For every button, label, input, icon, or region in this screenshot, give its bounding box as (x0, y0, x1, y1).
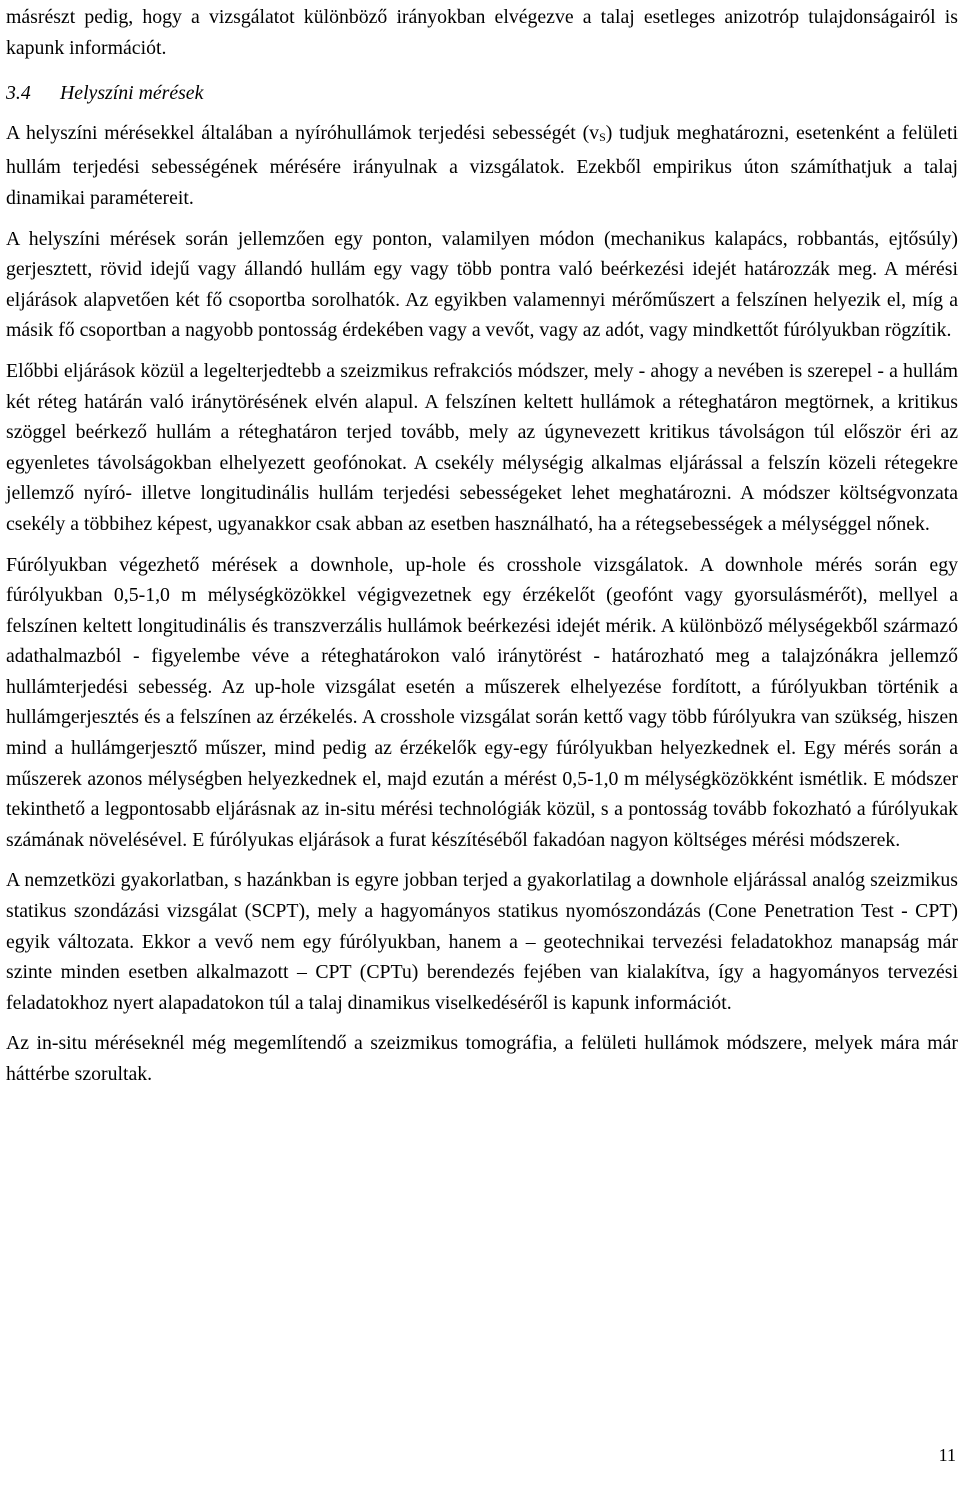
paragraph-1-part-a: A helyszíni mérésekkel általában a nyíróhullámok terjedési sebességét (v (6, 121, 600, 144)
intro-paragraph: másrészt pedig, hogy a vizsgálatot különböző irányokban elvégezve a talaj esetleges anizotróp tulajdonságairól is kapunk információt. (6, 6, 958, 59)
paragraph-6: Az in-situ méréseknél még megemlítendő a szeizmikus tomográfia, a felületi hullámok módszere, melyek mára már háttérbe szorultak. (6, 1032, 958, 1085)
shear-velocity-subscript: S (599, 129, 606, 144)
paragraph-1 (6, 118, 958, 214)
paragraph-1-part-b: ) tudjuk meghatározni, esetenként a felületi hullám terjedési sebességének mérésére irányulnak a vizsgálatok. Ezekből empirikus úton számíthatjuk a talaj dinamikai paramétereit. (6, 121, 958, 209)
paragraph-4: Fúrólyukban végezhető mérések a downhole, up-hole és crosshole vizsgálatok. A downhole mérés során egy fúrólyukban 0,5-1,0 m mélységközökkel végigvezetnek egy érzékelőt (geofónt vagy gyorsulásmérőt), mellyel a felszínen keltett longitudinális és transzverzális hullámok beérkezési idejét mérik. A különböző mélységekből származó adathalmazból - figyelembe véve a réteghatárokon való iránytörést - határozható meg a talajzónákra jellemző hullámterjedési sebesség. Az up-hole vizsgálat esetén a műszerek elhelyezése fordított, a fúrólyukban történik a hullámgerjesztés és a felszínen az érzékelés. A crosshole vizsgálat során kettő vagy több fúrólyukra van szükség, hiszen mind a hullámgerjesztő műszer, mind pedig az érzékelők egy-egy fúrólyukban helyezkednek el. Egy mérés során a műszerek azonos mélységben helyezkednek el, majd ezután a mérést 0,5-1,0 m mélységközökként ismétlik. E módszer tekinthető a legpontosabb eljárásnak az in-situ mérési technológiák közül, s a pontosság tovább fokozható a fúrólyukak számának növelésével. E fúrólyukas eljárások a furat készítéséből fakadóan nagyon költséges mérési módszerek. (6, 553, 958, 851)
section-number: 3.4 (6, 82, 31, 105)
document-page (6, 2, 958, 1090)
paragraph-3: Előbbi eljárások közül a legelterjedtebb a szeizmikus refrakciós módszer, mely - ahogy a nevében is szerepel - a hullám két réteg határán való iránytörésének elvén alapul. A felszínen keltett hullámok a réteghatáron megtörnek, a kritikus szöggel beérkező hullám a réteghatáron terjed tovább, mely az úgynevezett kritikus távolságon túl először éri az egyenletes távolságokban elhelyezett geofónokat. A csekély mélységig alkalmas eljárással a felszín közeli rétegekre jellemző nyíró- illetve longitudinális hullám terjedési sebességeket lehet meghatározni. A módszer költségvonzata csekély a többihez képest, ugyanakkor csak abban az esetben használható, ha a rétegsebességek a mélységgel nőnek. (6, 359, 958, 535)
section-heading (6, 78, 958, 109)
section-title: Helyszíni mérések (60, 82, 204, 105)
page-number: 11 (938, 1445, 956, 1465)
paragraph-5: A nemzetközi gyakorlatban, s hazánkban is egyre jobban terjed a gyakorlatilag a downhole eljárással analóg szeizmikus statikus szondázási vizsgálat (SCPT), mely a hagyományos statikus nyomószondázás (Cone Penetration Test - CPT) egyik változata. Ekkor a vevő nem egy fúrólyukban, hanem a – geotechnikai tervezési feladatokhoz manapság már szinte minden esetben alkalmazott – CPT (CPTu) berendezés fejében van kialakítva, így a hagyományos tervezési feladatokhoz nyert alapadatokon túl a talaj dinamikus viselkedéséről is kapunk információt. (6, 869, 958, 1014)
paragraph-2: A helyszíni mérések során jellemzően egy ponton, valamilyen módon (mechanikus kalapács, robbantás, ejtősúly) gerjesztett, rövid idejű vagy állandó hullám egy vagy több pontra való beérkezési idejét határozzák meg. A mérési eljárások alapvetően két fő csoportba sorolhatók. Az egyikben valamennyi mérőműszert a felszínen helyezik el, míg a másik fő csoportban a nagyobb pontosság érdekében vagy a vevőt, vagy az adót, vagy mindkettőt fúrólyukban rögzítik. (6, 227, 958, 342)
